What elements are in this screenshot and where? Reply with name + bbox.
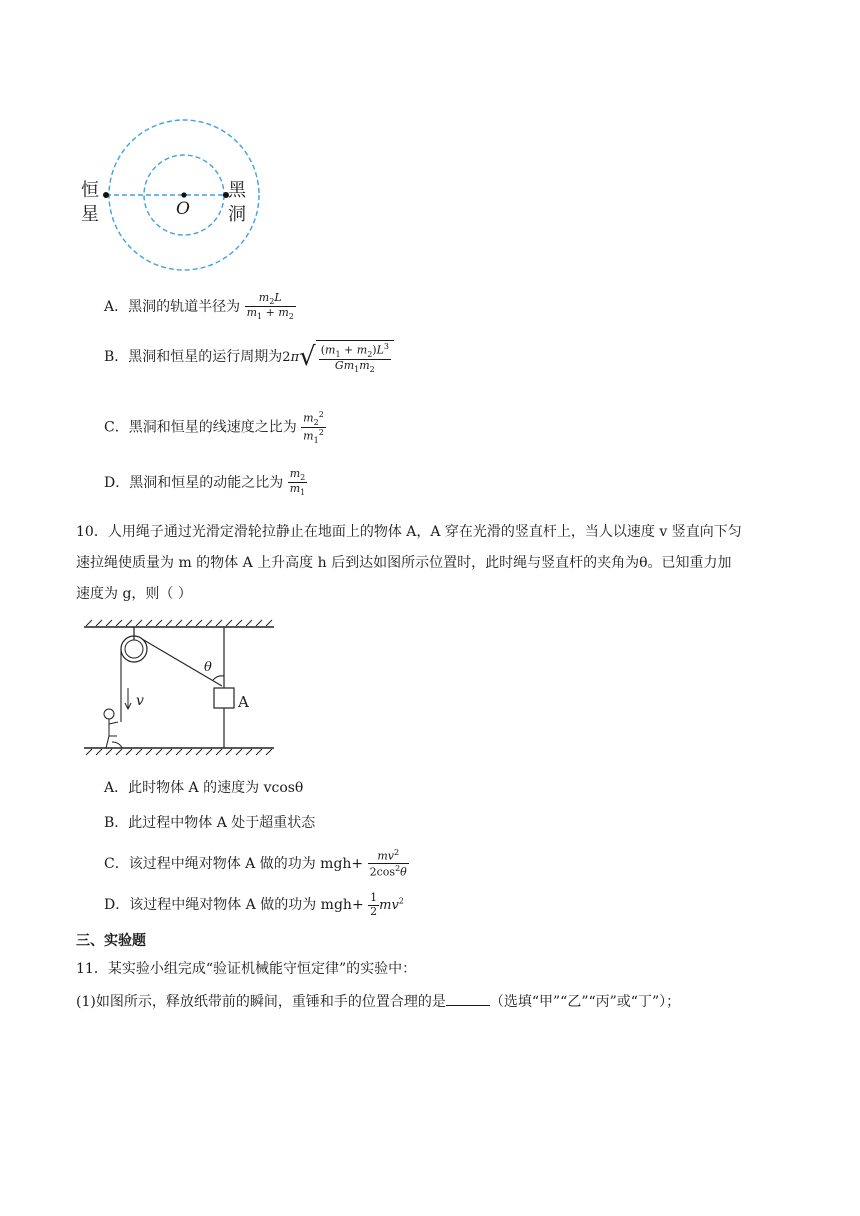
- q9-option-c: [104, 410, 326, 445]
- section-title: 三、实验题: [76, 933, 146, 949]
- q10-option-b: B．此过程中物体 A 处于超重状态: [104, 815, 316, 831]
- star-dot: [103, 192, 109, 198]
- q9-option-b: B．黑洞和恒星的运行周期为2π√ $\frac{(m_1 + m_2)L^3}{Gm_1m_2}$: [104, 340, 394, 374]
- fig-v-label: v: [136, 693, 144, 709]
- q9-option-d: [104, 468, 307, 498]
- fig-a-label: A: [238, 693, 249, 711]
- q10-line-3: 速度为 g，则（ ）: [76, 586, 192, 602]
- center-label: O: [176, 199, 190, 219]
- q10-option-d-formula: $\frac{1}{2}$: [370, 891, 378, 918]
- q11-line: 11．某实验小组完成“验证机械能守恒定律”的实验中：: [76, 961, 417, 977]
- q10-option-d: D．该过程中绳对物体 A 做的功为 mgh+ $\frac{1}{2}$ $mv^2$: [104, 891, 404, 918]
- q10-option-c-text: C．该过程中绳对物体 A 做的功为 mgh+: [104, 855, 364, 872]
- q9-option-d-text: D．黑洞和恒星的动能之比为: [104, 474, 284, 491]
- q9-option-c-text: C．黑洞和恒星的线速度之比为: [104, 419, 297, 436]
- q9-option-c-formula: $\frac{m_2^2}{m_1^2}$: [303, 410, 324, 445]
- q9-option-a: [104, 292, 296, 322]
- q11-sub1-choices: （选填“甲”“乙”“丙”或“丁”）；: [489, 994, 681, 1010]
- fig-theta-label: θ: [204, 660, 212, 675]
- q9-option-a-formula: $\frac{m_2L}{m_1 + m_2}$: [246, 291, 294, 322]
- q9-option-d-formula: $\frac{m_2}{m_1}$: [289, 467, 306, 498]
- q9-option-b-formula: $\frac{(m_1 + m_2)L^3}{Gm_1m_2}$: [316, 340, 394, 374]
- star-label-2: 星: [81, 204, 99, 225]
- hole-label-1: 黑: [228, 180, 246, 201]
- q10-option-a: A．此时物体 A 的速度为 vcosθ: [104, 780, 304, 796]
- q11-sub1: [76, 991, 680, 1011]
- q10-option-c-formula: $\frac{mv^2}{2\cos^2\theta}$: [369, 848, 407, 879]
- q10-line-2: 速拉绳使质量为 m 的物体 A 上升高度 h 后到达如图所示位置时，此时绳与竖直杆的夹角为θ。已知重力加: [76, 555, 732, 571]
- star-label-1: 恒: [81, 180, 99, 201]
- q9-option-a-text: A．黑洞的轨道半径为: [104, 298, 241, 315]
- pulley-figure: [82, 618, 282, 758]
- q10-option-d-text: D．该过程中绳对物体 A 做的功为 mgh+: [104, 897, 364, 914]
- pulley-diagram: [82, 618, 282, 758]
- center-dot: [181, 192, 186, 197]
- answer-blank[interactable]: [446, 993, 490, 1006]
- q10-option-c: [104, 848, 409, 880]
- hole-label-2: 洞: [228, 204, 246, 225]
- q10-line-1: 10．人用绳子通过光滑定滑轮拉静止在地面上的物体 A，A 穿在光滑的竖直杆上，当人以速度 v 竖直向下匀: [76, 524, 742, 540]
- q9-option-b-text: B．黑洞和恒星的运行周期为: [104, 349, 283, 366]
- q11-sub1-text: (1)如图所示，释放纸带前的瞬间，重锤和手的位置合理的是: [76, 994, 446, 1010]
